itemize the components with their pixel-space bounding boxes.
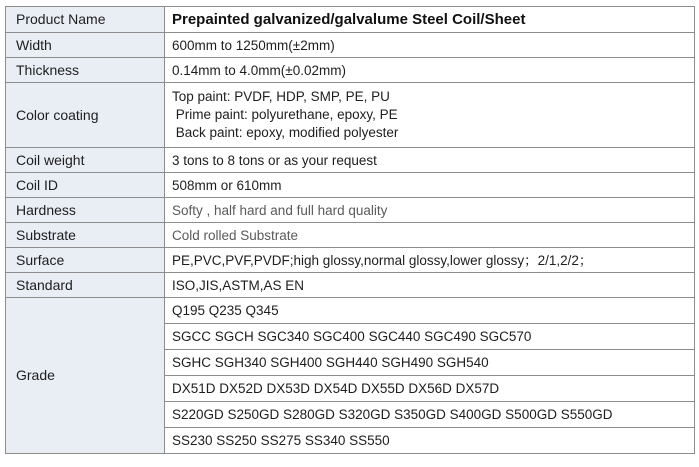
spec-value-color-coating [165,83,695,148]
spec-row-thickness [6,58,695,83]
spec-value-coil-id: 508mm or 610mm [165,173,695,198]
grade-value: Q195 Q235 Q345 [165,298,695,324]
spec-value-coil-weight: 3 tons to 8 tons or as your request [165,148,695,173]
spec-row-coil-weight [6,148,695,173]
color-coating-line-top: Top paint: PVDF, HDP, SMP, PE, PU [172,89,390,104]
spec-value-product-name: Prepainted galvanized/galvalume Steel Coil/Sheet [165,7,695,33]
spec-label-color-coating: Color coating [6,83,165,148]
spec-row-substrate [6,223,695,248]
spec-row-hardness [6,198,695,223]
grade-value: DX51D DX52D DX53D DX54D DX55D DX56D DX57D [165,376,695,402]
color-coating-line-back: Back paint: epoxy, modified polyester [172,125,399,140]
spec-label-hardness: Hardness [6,198,165,223]
spec-row-grade [6,298,695,324]
spec-value-surface: PE,PVC,PVF,PVDF;high glossy,normal glossy,lower glossy；2/1,2/2； [165,248,695,273]
spec-label-product-name: Product Name [6,7,165,33]
spec-label-surface: Surface [6,248,165,273]
spec-label-thickness: Thickness [6,58,165,83]
color-coating-line-prime: Prime paint: polyurethane, epoxy, PE [172,107,398,122]
grade-value: SGCC SGCH SGC340 SGC400 SGC440 SGC490 SGC570 [165,324,695,350]
spec-row-product-name [6,7,695,33]
spec-row-color-coating [6,83,695,148]
spec-label-substrate: Substrate [6,223,165,248]
spec-label-width: Width [6,33,165,58]
spec-row-coil-id [6,173,695,198]
spec-label-coil-id: Coil ID [6,173,165,198]
spec-row-standard [6,273,695,298]
spec-label-standard: Standard [6,273,165,298]
spec-value-hardness: Softy , half hard and full hard quality [165,198,695,223]
spec-value-standard: ISO,JIS,ASTM,AS EN [165,273,695,298]
spec-label-grade: Grade [6,298,165,454]
spec-row-surface [6,248,695,273]
grade-value: SGHC SGH340 SGH400 SGH440 SGH490 SGH540 [165,350,695,376]
spec-label-coil-weight: Coil weight [6,148,165,173]
spec-row-width [6,33,695,58]
spec-value-width: 600mm to 1250mm(±2mm) [165,33,695,58]
grade-value: S220GD S250GD S280GD S320GD S350GD S400GD S500GD S550GD [165,402,695,428]
spec-value-thickness: 0.14mm to 4.0mm(±0.02mm) [165,58,695,83]
grade-value: SS230 SS250 SS275 SS340 SS550 [165,428,695,454]
product-spec-table [5,6,695,454]
spec-value-substrate: Cold rolled Substrate [165,223,695,248]
